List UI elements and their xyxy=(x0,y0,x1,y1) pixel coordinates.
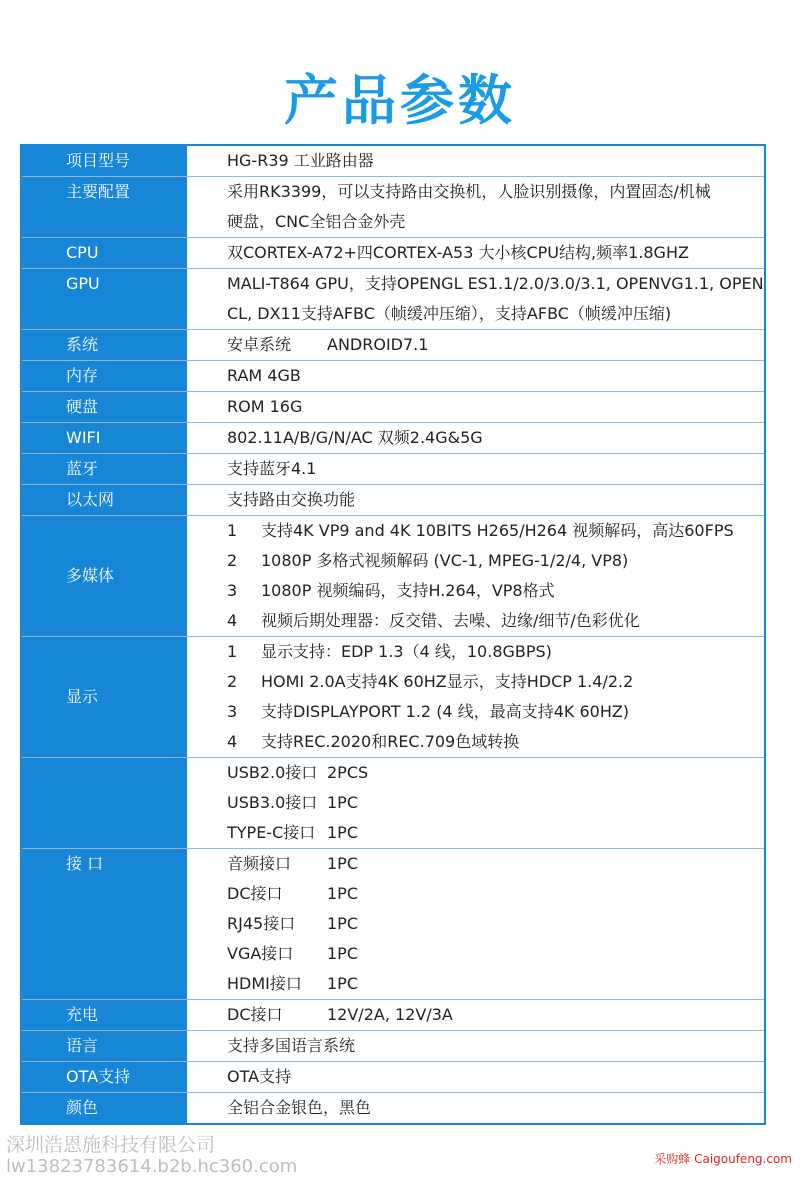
row-value: OTA支持 xyxy=(227,1067,292,1086)
row-value: HG-R39 工业路由器 xyxy=(227,151,374,170)
spec-row-model xyxy=(22,146,764,177)
row-label: GPU xyxy=(66,274,100,293)
row-label: 蓝牙 xyxy=(66,459,99,478)
row-label: 主要配置 xyxy=(66,182,131,201)
port-name: HDMI接口 xyxy=(227,974,302,993)
row-value: CL, DX11支持AFBC（帧缓冲压缩），支持AFBC（帧缓冲压缩) xyxy=(227,304,672,323)
page-title: 产品参数 xyxy=(284,69,516,132)
watermark-company: 深圳浩恩施科技有限公司 xyxy=(6,1134,216,1156)
port-count: 1PC xyxy=(327,974,358,993)
port-count: 1PC xyxy=(327,823,358,842)
row-label: 多媒体 xyxy=(66,566,115,585)
port-name: USB2.0接口 xyxy=(227,763,318,782)
row-value: 采用RK3399，可以支持路由交换机，人脸识别摄像，内置固态/机械 xyxy=(227,182,711,201)
port-name: 音频接口 xyxy=(227,854,292,873)
port-count: 1PC xyxy=(327,793,358,812)
row-value: ROM 16G xyxy=(227,397,303,416)
row-label: OTA支持 xyxy=(66,1067,131,1086)
row-value: 显示支持：EDP 1.3（4 线，10.8GBPS) xyxy=(261,642,552,661)
port-count: 1PC xyxy=(327,854,358,873)
spec-row-os xyxy=(22,330,764,361)
spec-row-gpu xyxy=(22,269,764,330)
row-value: 12V/2A, 12V/3A xyxy=(327,1005,453,1024)
watermark xyxy=(6,1134,297,1178)
item-number: 1 xyxy=(227,521,238,540)
spec-row-ota xyxy=(22,1062,764,1093)
spec-row-bluetooth xyxy=(22,454,764,485)
port-count: 2PCS xyxy=(327,763,369,782)
spec-row-display xyxy=(22,637,764,758)
row-value: 支持蓝牙4.1 xyxy=(227,459,317,478)
row-label: WIFI xyxy=(66,428,101,447)
row-value: 视频后期处理器：反交错、去噪、边缘/细节/色彩优化 xyxy=(261,611,640,630)
spec-row-multimedia xyxy=(22,516,764,637)
row-label: 硬盘 xyxy=(66,397,99,416)
row-value: ANDROID7.1 xyxy=(327,335,429,354)
row-label: 以太网 xyxy=(66,490,115,509)
row-label: 充电 xyxy=(66,1005,99,1024)
item-number: 3 xyxy=(227,702,238,721)
row-label: 接 口 xyxy=(66,854,104,873)
port-count: 1PC xyxy=(327,884,358,903)
item-number: 1 xyxy=(227,642,238,661)
row-value: RAM 4GB xyxy=(227,366,301,385)
row-value: 安卓系统 xyxy=(227,335,292,354)
row-label: 显示 xyxy=(66,687,99,706)
row-value: 支持DISPLAYPORT 1.2 (4 线，最高支持4K 60HZ) xyxy=(261,702,630,721)
spec-row-ethernet xyxy=(22,485,764,516)
row-value: 1080P 视频编码，支持H.264，VP8格式 xyxy=(261,581,555,600)
port-count: 1PC xyxy=(327,944,358,963)
row-value: 802.11A/B/G/N/AC 双频2.4G&5G xyxy=(227,428,483,447)
row-value: 1080P 多格式视频解码 (VC-1, MPEG-1/2/4, VP8) xyxy=(261,551,629,570)
row-label: 颜色 xyxy=(66,1098,99,1117)
port-name: RJ45接口 xyxy=(227,914,296,933)
port-name: DC接口 xyxy=(227,884,283,903)
port-name: TYPE-C接口 xyxy=(227,823,316,842)
item-number: 2 xyxy=(227,551,238,570)
port-name: VGA接口 xyxy=(227,944,294,963)
item-number: 4 xyxy=(227,611,238,630)
row-value: MALI-T864 GPU，支持OPENGL ES1.1/2.0/3.0/3.1, OPENVG1.1, OPEN xyxy=(227,274,764,293)
item-number: 4 xyxy=(227,732,238,751)
watermark-site: lw13823783614.b2b.hc360.com xyxy=(6,1156,298,1177)
row-label: 系统 xyxy=(66,335,99,354)
row-label: CPU xyxy=(66,243,99,262)
port-count: 1PC xyxy=(327,914,358,933)
spec-row-wifi xyxy=(22,423,764,454)
row-value: DC接口 xyxy=(227,1005,283,1024)
spec-row-usb xyxy=(22,758,764,849)
row-label: 项目型号 xyxy=(66,151,131,170)
port-name: USB3.0接口 xyxy=(227,793,318,812)
spec-row-color xyxy=(22,1093,764,1123)
row-value: HOMI 2.0A支持4K 60HZ显示，支持HDCP 1.4/2.2 xyxy=(261,672,634,691)
spec-row-language xyxy=(22,1031,764,1062)
row-label: 内存 xyxy=(66,366,99,385)
row-label: 语言 xyxy=(66,1036,99,1055)
spec-row-ram xyxy=(22,361,764,392)
spec-row-charging xyxy=(22,1000,764,1031)
row-value: 硬盘，CNC全铝合金外壳 xyxy=(227,212,406,231)
row-value: 双CORTEX-A72+四CORTEX-A53 大小核CPU结构,频率1.8GHZ xyxy=(227,243,689,262)
item-number: 2 xyxy=(227,672,238,691)
row-value: 支持4K VP9 and 4K 10BITS H265/H264 视频解码，高达60FPS xyxy=(261,521,734,540)
row-value: 全铝合金银色，黑色 xyxy=(227,1098,372,1117)
spec-table xyxy=(20,144,766,1125)
row-value: 支持REC.2020和REC.709色域转换 xyxy=(261,732,520,751)
spec-row-ports xyxy=(22,849,764,1000)
row-value: 支持路由交换功能 xyxy=(227,490,356,509)
item-number: 3 xyxy=(227,581,238,600)
spec-row-cpu xyxy=(22,238,764,269)
spec-row-config xyxy=(22,177,764,238)
spec-row-rom xyxy=(22,392,764,423)
brand-watermark: 采购蜂 Caigoufeng.com xyxy=(654,1152,792,1166)
row-value: 支持多国语言系统 xyxy=(227,1036,356,1055)
